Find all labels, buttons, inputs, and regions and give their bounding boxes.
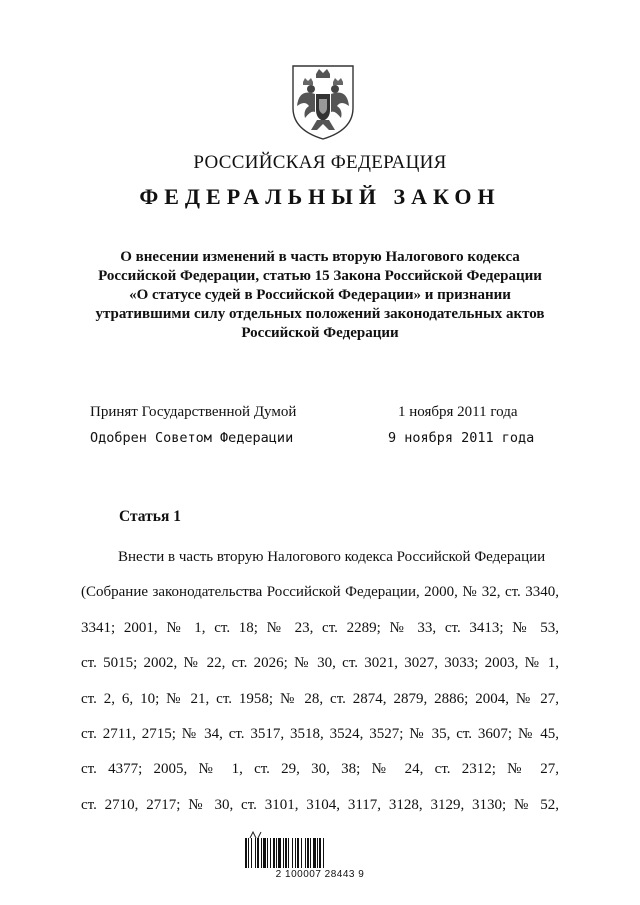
subject-line: «О статусе судей в Российской Федерации» и признании: [129, 287, 511, 303]
law-subject: [80, 248, 560, 343]
article-line: ст. 5015; 2002, № 22, ст. 2026; № 30, ст. 3021, 3027, 3033; 2003, № 1,: [81, 655, 559, 672]
adopted-by-duma-label: Принят Государственной Думой: [90, 404, 297, 420]
article-line: ст. 4377; 2005, № 1, ст. 29, 30, 38; № 24, ст. 2312; № 27,: [81, 761, 559, 778]
article-line: (Собрание законодательства Российской Федерации, 2000, № 32, ст. 3340,: [81, 584, 559, 601]
subject-line: утратившими силу отдельных положений законодательных актов: [95, 306, 545, 322]
article-heading: Статья 1: [119, 508, 181, 525]
adopted-date: 1 ноября 2011 года: [398, 404, 518, 420]
barcode-icon: [244, 838, 346, 870]
barcode-mark-icon: [249, 826, 263, 834]
subject-line: Российской Федерации: [241, 325, 399, 341]
country-heading: РОССИЙСКАЯ ФЕДЕРАЦИЯ: [193, 152, 447, 173]
approved-date: 9 ноября 2011 года: [388, 430, 535, 446]
article-line: 3341; 2001, № 1, ст. 18; № 23, ст. 2289; № 33, ст. 3413; № 53,: [81, 619, 559, 636]
article-line: ст. 2711, 2715; № 34, ст. 3517, 3518, 3524, 3527; № 35, ст. 3607; № 45,: [81, 725, 559, 742]
article-body: [81, 540, 559, 823]
approved-by-council-label: Одобрен Советом Федерации: [90, 430, 294, 446]
coat-of-arms-icon: [289, 62, 357, 142]
article-line: Внести в часть вторую Налогового кодекса Российской Федерации: [118, 549, 546, 565]
subject-line: О внесении изменений в часть вторую Налогового кодекса: [120, 249, 520, 265]
document-type-title: ФЕДЕРАЛЬНЫЙ ЗАКОН: [139, 184, 501, 209]
article-line: ст. 2, 6, 10; № 21, ст. 1958; № 28, ст. 2874, 2879, 2886; 2004, № 27,: [81, 690, 559, 707]
subject-line: Российской Федерации, статью 15 Закона Российской Федерации: [98, 268, 542, 284]
barcode-number: 2 100007 28443 9: [275, 869, 365, 880]
article-line: ст. 2710, 2717; № 30, ст. 3101, 3104, 3117, 3128, 3129, 3130; № 52,: [81, 796, 559, 813]
